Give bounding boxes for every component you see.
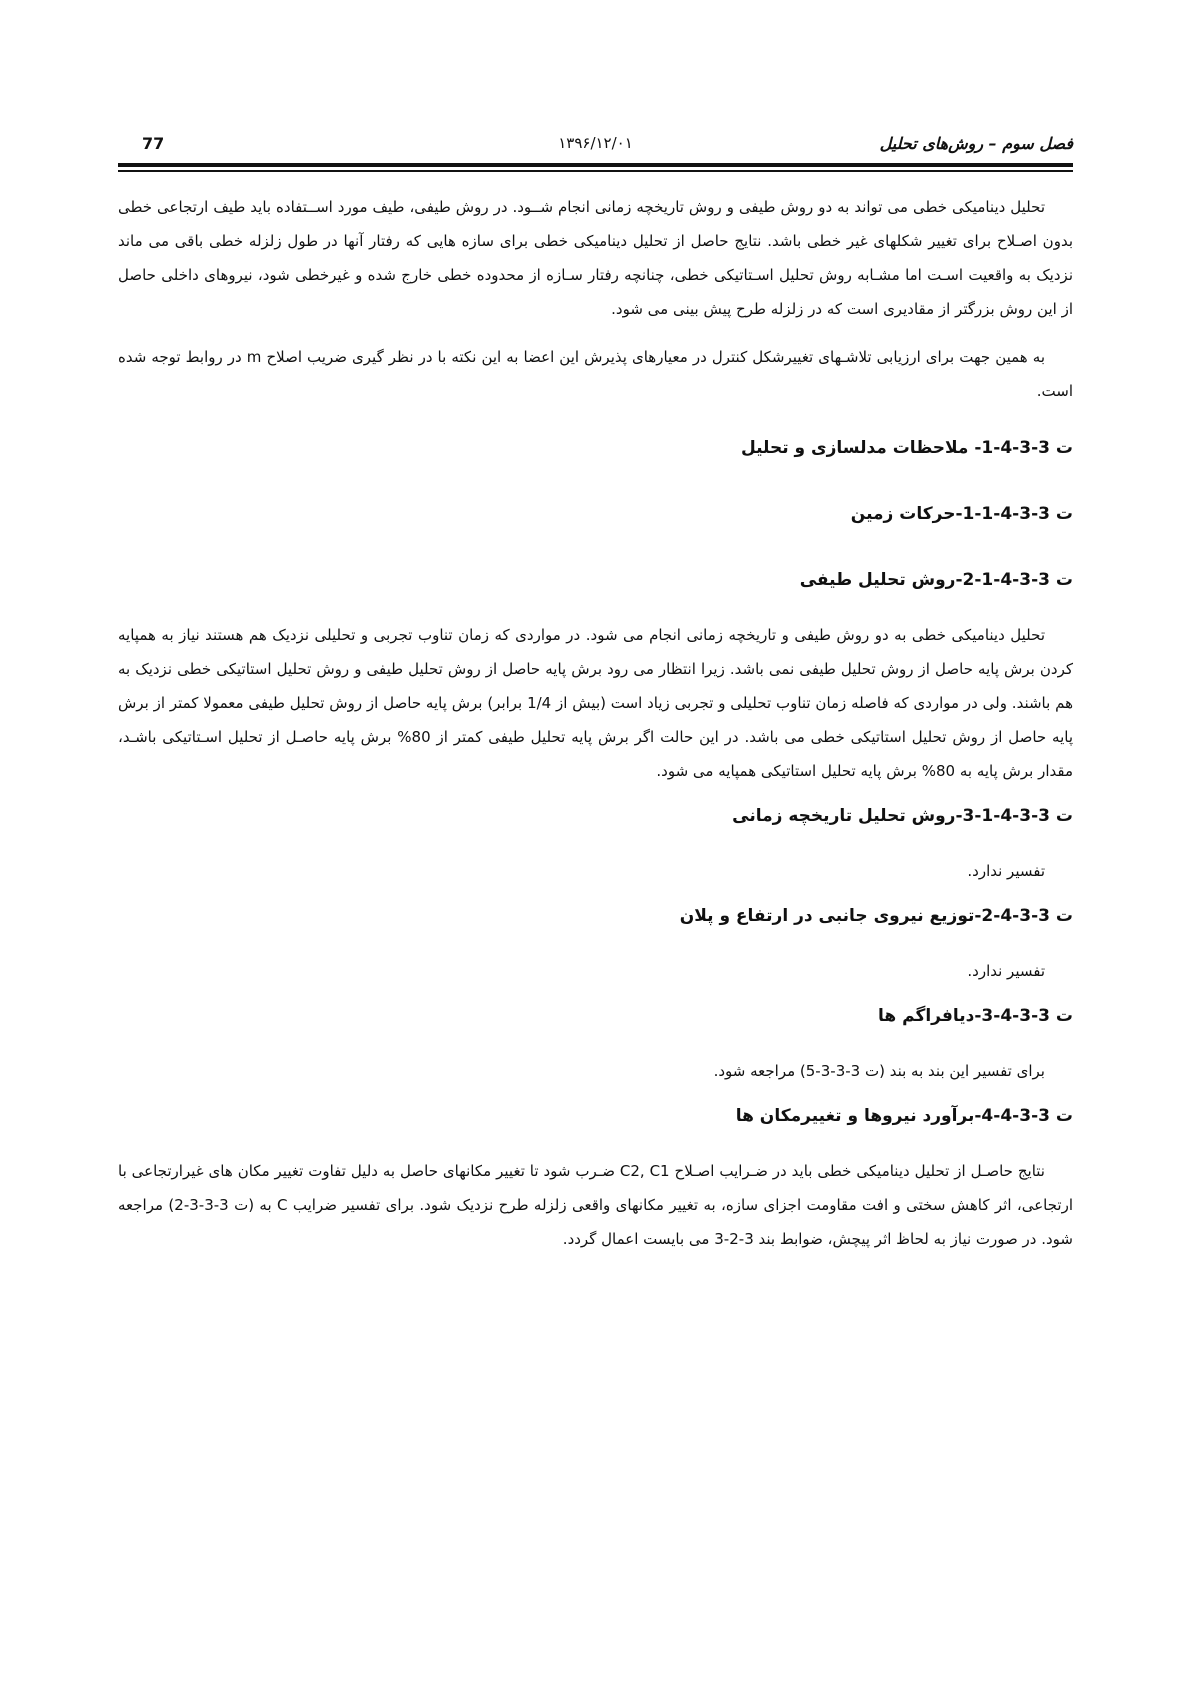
page-content bbox=[118, 190, 1073, 1270]
paragraph-7: نتایج حاصـل از تحلیل دینامیکی خطی باید در ضـرایب اصـلاح C2, C1 ضـرب شود تا تغییر مکانهای حاصل به دلیل تفاوت تغییر مکان های غیرارتجاعی با ارتجاعی، اثر کاهش سختی و افت مقاومت اجزای سازه، به تغییر مکانهای واقعی زلزله طرح نزدیک شود. برای تفسیر ضرایب C به (ت 3-3-3-2) مراجعه شود. در صورت نیاز به لحاظ اثر پیچش، ضوابط بند 3-2-3 می بایست اعمال گردد. bbox=[118, 1162, 1073, 1248]
paragraph-3: تحلیل دینامیکی خطی به دو روش طیفی و تاریخچه زمانی انجام می شود. در مواردی که زمان تناوب تجربی و تحلیلی نزدیک هم هستند نیاز به همپایه کردن برش پایه حاصل از روش تحلیل طیفی نمی باشد. زیرا انتظار می رود برش پایه حاصل از روش تحلیل طیفی و روش تحلیل استاتیکی خطی نزدیک به هم باشند. ولی در مواردی که فاصله زمان تناوب تحلیلی و تجربی زیاد است (بیش از 1/4 برابر) برش پایه حاصل از روش تحلیل طیفی معمولا کمتر از برش پایه حاصل از روش تحلیل استاتیکی خطی می باشد. در این حالت اگر برش پایه تحلیل طیفی کمتر از 80% برش پایه حاصـل از تحلیل اسـتاتیکی باشـد، مقدار برش پایه به 80% برش پایه تحلیل استاتیکی همپایه می شود. bbox=[118, 626, 1074, 780]
header-rule-thick bbox=[118, 163, 1073, 167]
paragraph-5: تفسیر ندارد. bbox=[967, 962, 1045, 980]
page-number: 77 bbox=[142, 134, 165, 153]
page-header bbox=[118, 128, 1073, 158]
paragraph-6: برای تفسیر این بند به بند (ت 3-3-3-5) مراجعه شود. bbox=[713, 1062, 1045, 1080]
paragraph-4: تفسیر ندارد. bbox=[967, 862, 1045, 880]
section-heading-1: ت 3-3-4-1- ملاحظات مدلسازی و تحلیل bbox=[740, 438, 1073, 458]
chapter-title: فصل سوم – روش‌های تحلیل bbox=[879, 134, 1073, 153]
section-heading-2: ت 3-3-4-1-1-حرکات زمین bbox=[850, 504, 1073, 524]
section-heading-7: ت 3-3-4-4-برآورد نیروها و تغییرمکان ها bbox=[735, 1106, 1073, 1126]
section-heading-4: ت 3-3-4-1-3-روش تحلیل تاریخچه زمانی bbox=[732, 806, 1073, 826]
section-heading-5: ت 3-3-4-2-توزیع نیروی جانبی در ارتفاع و پلان bbox=[679, 906, 1073, 926]
paragraph-2: به همین جهت برای ارزیابی تلاشـهای تغییرشکل کنترل در معیارهای پذیرش این اعضا به این نکته با در نظر گیری ضریب اصلاح m در روابط توجه شده است. bbox=[118, 348, 1073, 400]
paragraph-1: تحلیل دینامیکی خطی می تواند به دو روش طیفی و روش تاریخچه زمانی انجام شــود. در روش طیفی، طیف مورد اســتفاده باید طیف ارتجاعی خطی بدون اصـلاح برای تغییر شکلهای غیر خطی باشد. نتایج حاصل از تحلیل دینامیکی خطی برای سازه هایی که رفتار آنها در طول زلزله خطی باقی می ماند نزدیک به واقعیت اسـت اما مشـابه روش تحلیل اسـتاتیکی خطی، چنانچه رفتار سـازه از محدوده خطی خارج شده و غیرخطی شود، نیروهای داخلی حاصل از این روش بزرگتر از مقادیری است که در زلزله طرح پیش بینی می شود. bbox=[118, 198, 1073, 318]
header-date: ۱۳۹۶/۱۲/۰۱ bbox=[558, 134, 633, 152]
section-heading-3: ت 3-3-4-1-2-روش تحلیل طیفی bbox=[799, 570, 1073, 590]
section-heading-6: ت 3-3-4-3-دیافراگم ها bbox=[878, 1006, 1073, 1026]
header-rule-thin bbox=[118, 170, 1073, 172]
